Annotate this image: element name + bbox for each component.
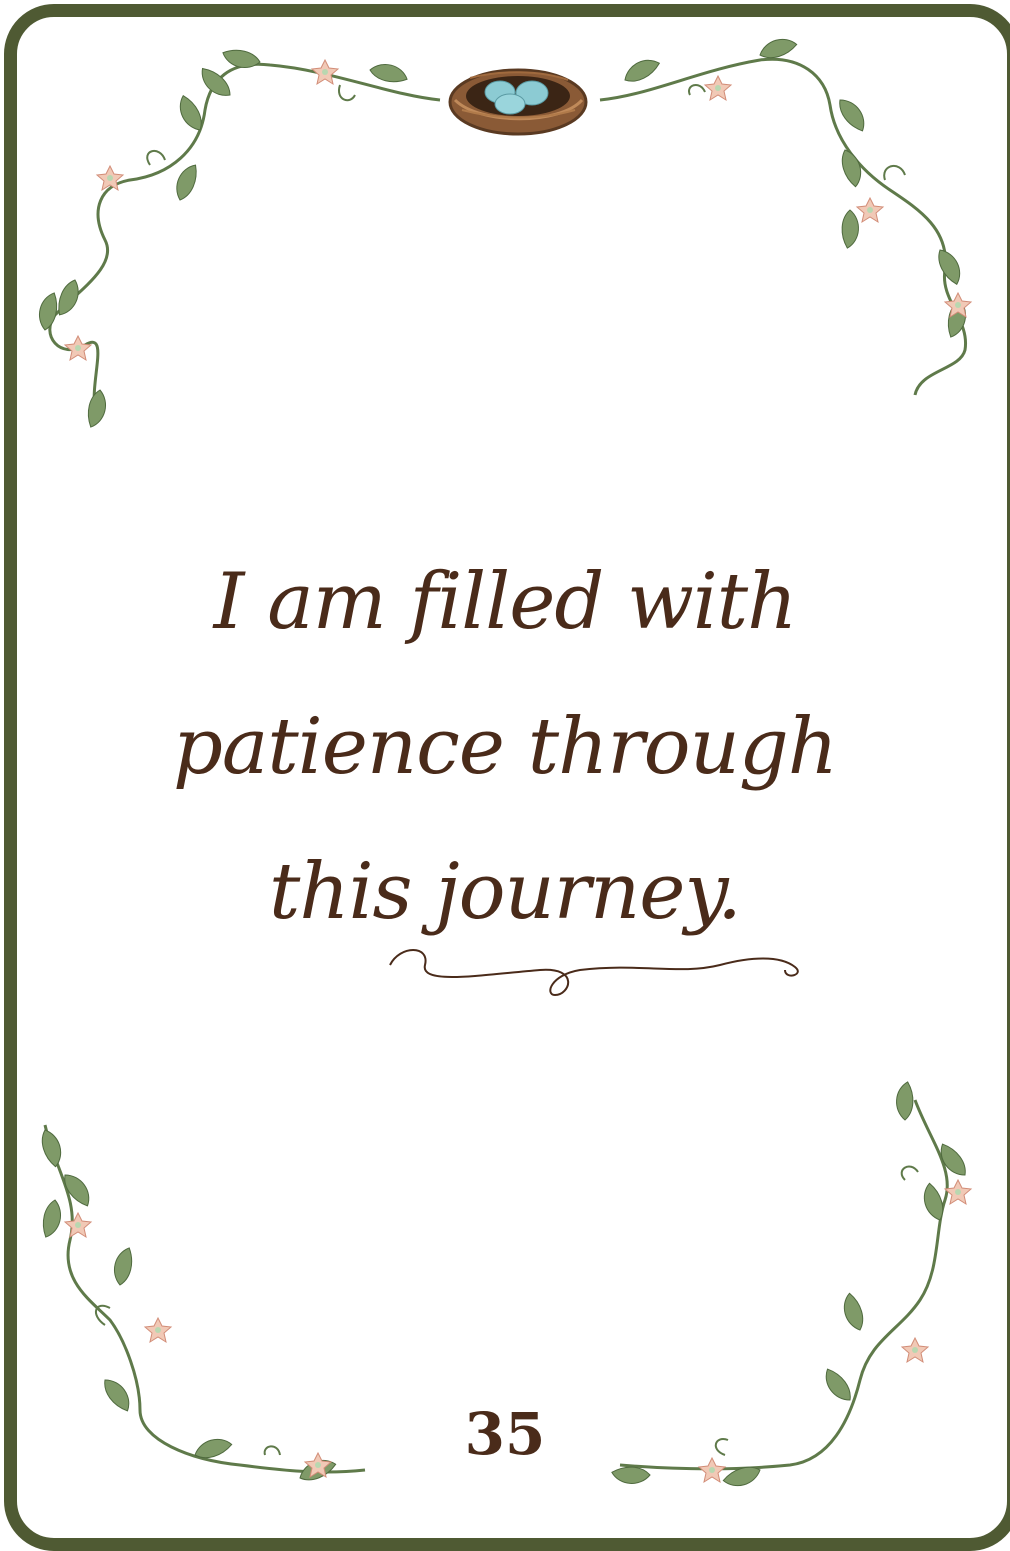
vine-bottom-right — [611, 1081, 971, 1489]
affirmation-line-2: patience through — [173, 702, 837, 792]
flower-icon — [312, 60, 338, 84]
vine-top-left — [34, 44, 440, 429]
affirmation-line-3: this journey. — [269, 847, 741, 937]
affirmation-text — [120, 530, 890, 965]
text-flourish — [380, 935, 810, 1005]
vine-bottom-left — [37, 1125, 365, 1483]
card-number: 35 — [464, 1400, 546, 1468]
affirmation-line-1: I am filled with — [213, 557, 797, 647]
vine-top-right — [600, 37, 971, 395]
bird-nest-icon — [450, 70, 586, 134]
